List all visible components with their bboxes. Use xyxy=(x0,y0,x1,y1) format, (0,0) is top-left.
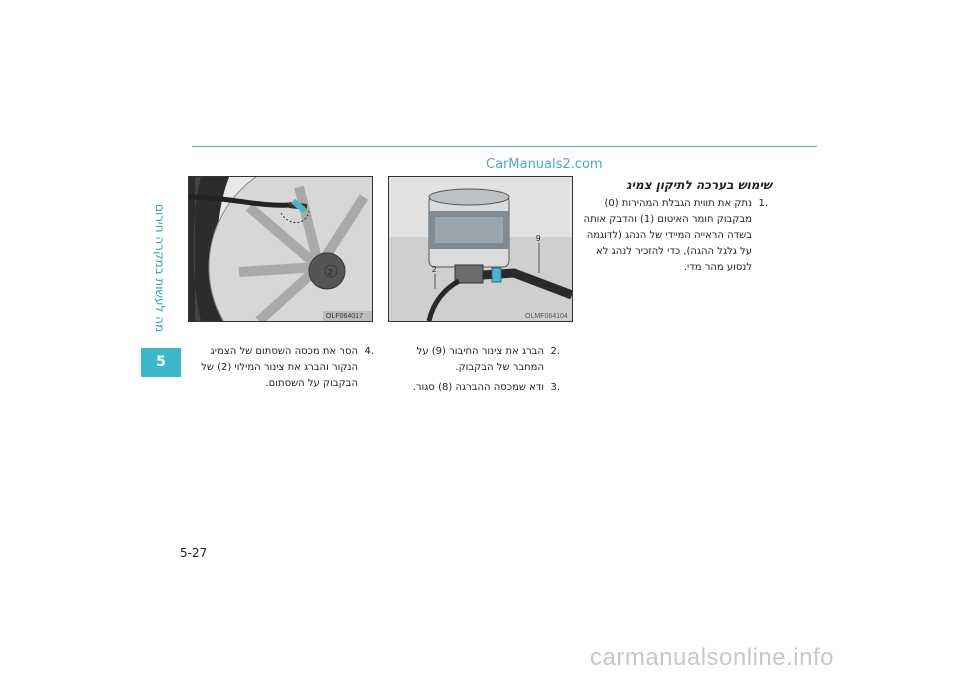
callout-2: 2 xyxy=(328,268,333,277)
chapter-number-tab: 5 xyxy=(141,348,181,377)
step-item xyxy=(578,196,768,276)
figure-code: OLF064017 xyxy=(326,313,363,320)
step-text: נתק את תווית הגבלת המהירות (0) מבקבוק חומר האיטום (1) והדבק אותה בשדה הראייה המיידי של הנהג (לדוגמה על גלגל ההגה), כדי להזכיר לנהג לא לנסוע מהר מדי. xyxy=(583,198,752,273)
section-title: שימוש בערכה לתיקון צמיג xyxy=(626,178,772,192)
page-number: 5-27 xyxy=(180,546,208,560)
step-number: .3 xyxy=(550,382,560,393)
steps-column-left xyxy=(194,344,374,392)
header-rule xyxy=(192,146,817,147)
step-text: הסר את מכסה השסתום של הצמיג הנקור והברג את צינור המילוי (2) של הבקבוק על השסתום. xyxy=(201,346,358,389)
steps-column-middle xyxy=(390,344,560,396)
figure-code: OLMF064104 xyxy=(525,313,568,320)
step-number: .4 xyxy=(364,346,374,357)
callout-2: 2 xyxy=(432,265,437,274)
step-text: הברג את צינור החיבור (9) על המחבר של הבקבוק. xyxy=(416,346,544,373)
step-item xyxy=(390,380,560,396)
step-item xyxy=(390,344,560,376)
chapter-title-vertical: מה לעשות במקרה חירום xyxy=(153,203,167,333)
tire-valve-illustration xyxy=(189,177,372,321)
step-text: ודא שמכסה ההברגה (8) סגור. xyxy=(412,382,544,393)
watermark-top[interactable]: CarManuals2.com xyxy=(486,157,603,172)
callout-9: 9 xyxy=(536,234,541,243)
figure-sealant-bottle xyxy=(388,176,573,322)
sealant-bottle-illustration xyxy=(389,177,572,321)
step-number: .1 xyxy=(758,198,768,209)
figure-tire-valve xyxy=(188,176,373,322)
step-item xyxy=(194,344,374,392)
steps-column-right xyxy=(578,196,768,276)
step-number: .2 xyxy=(550,346,560,357)
watermark-bottom[interactable]: carmanualsonline.info xyxy=(590,644,834,671)
